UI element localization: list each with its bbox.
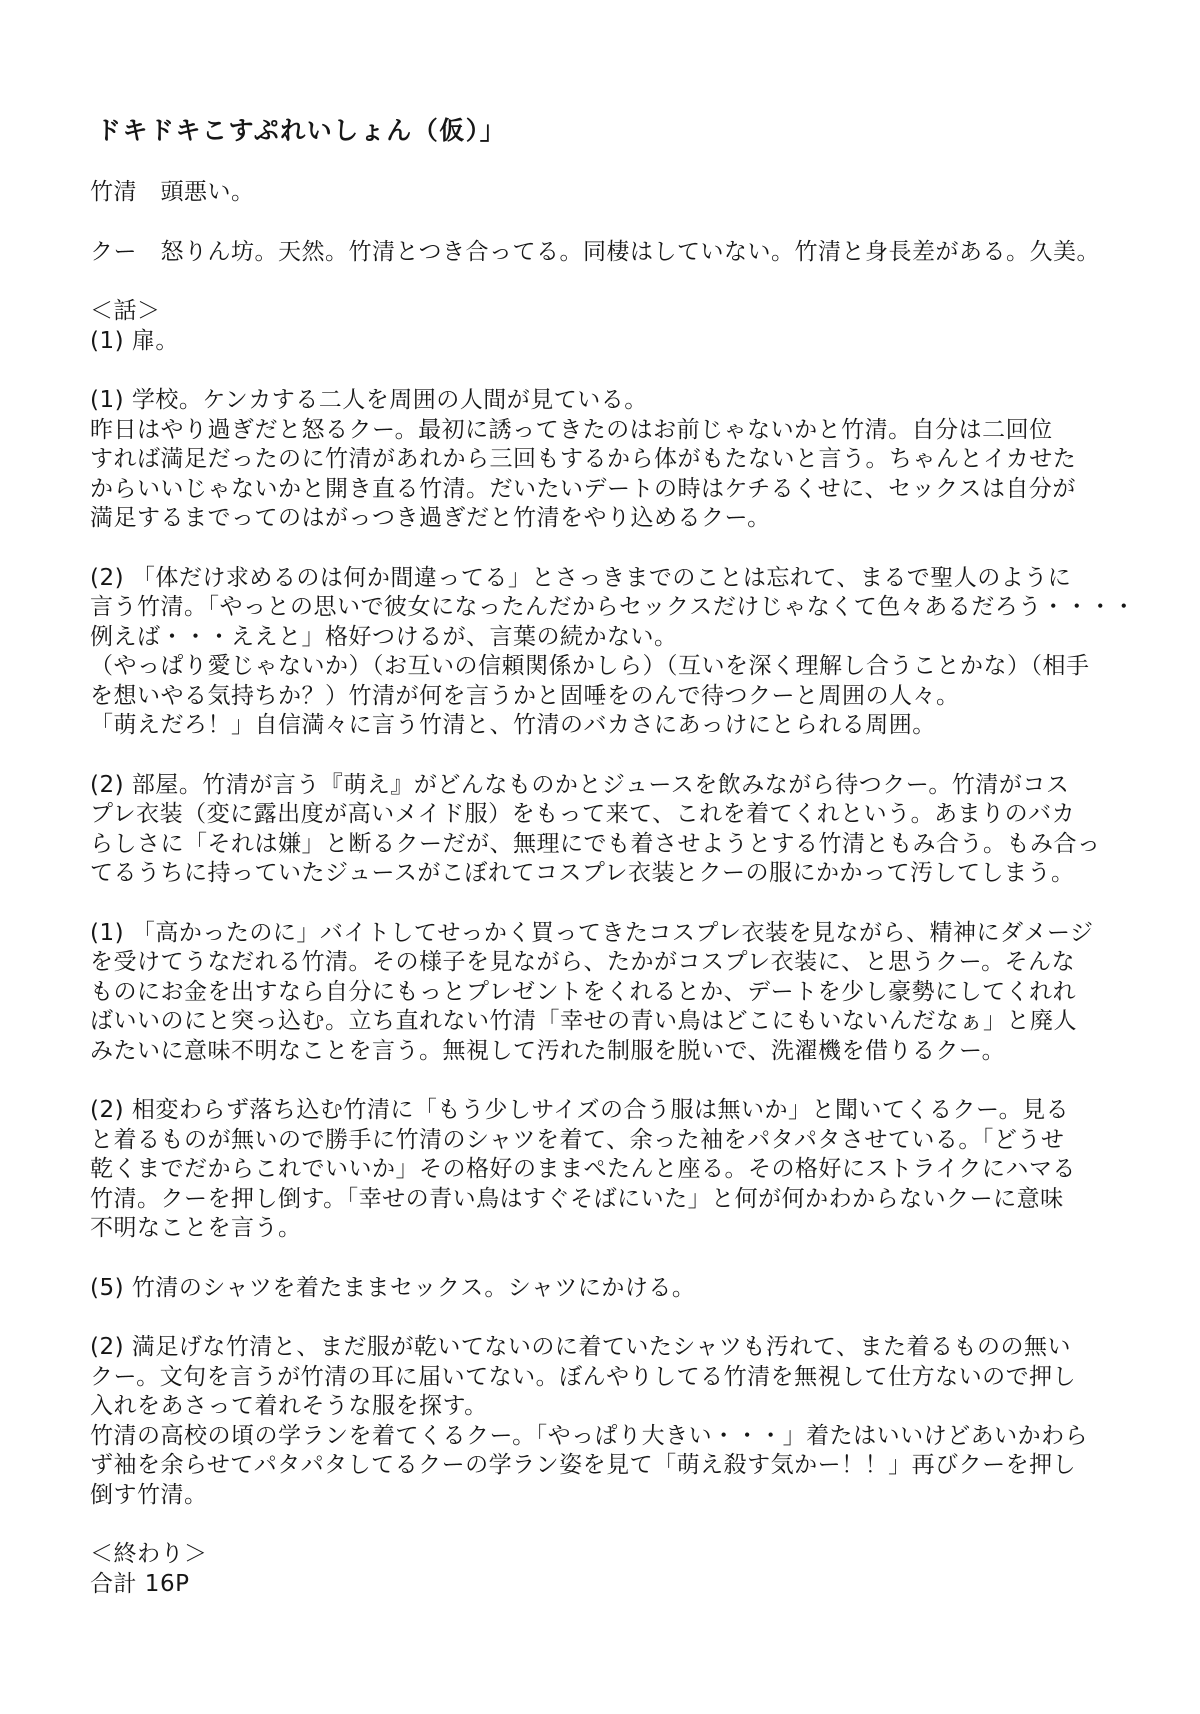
text-line: 乾くまでだからこれでいいか」その格好のままぺたんと座る。その格好にストライクにハマる [90,1156,1076,1182]
page-count-total: 合計 16P [90,1570,190,1597]
ending-block [90,1540,1130,1599]
text-line: 不明なことを言う。 [90,1215,302,1241]
text-line: すれば満足だったのに竹清があれから三回もするから体がもたないと言う。ちゃんとイカせた [90,446,1077,472]
text-line: 竹清 頭悪い。 [90,179,255,205]
text-line: からいいじゃないかと開き直る竹清。だいたいデートの時はケチるくせに、セックスは自分が [90,475,1076,502]
paragraph-scene-damaged-takekiyo [90,919,1130,1067]
text-line: 昨日はやり過ぎだと怒るクー。最初に誘ってきたのはお前じゃないかと竹清。自分は二回位 [90,416,1053,443]
character-entry-takekiyo [90,178,1130,208]
text-line: 「萌えだろ！」自信満々に言う竹清と、竹清のバカさにあっけにとられる周囲。 [90,712,936,738]
text-line: （やっぱり愛じゃないか）（お互いの信頼関係かしら）（互いを深く理解し合うことかな）（相手 [90,653,1090,679]
text-line: と着るものが無いので勝手に竹清のシャツを着て、余った袖をパタパタさせている。「どうせ [90,1126,1065,1153]
paragraph-scene-saint-speech [90,564,1136,741]
section-heading: ＜話＞ [90,298,161,324]
text-line: (2) 相変わらず落ち込む竹清に「もう少しサイズの合う服は無いか」と聞いてくるクー。見る [90,1097,1070,1123]
text-line: 言う竹清。「やっとの思いで彼女になったんだからセックスだけじゃなくて色々あるだろう・・・・ [90,594,1136,620]
page-title: ドキドキこすぷれいしょん（仮）」 [96,116,507,145]
text-line: 例えば・・・ええと」格好つけるが、言葉の続かない。 [90,623,678,650]
paragraph-scene-five [90,1274,1130,1304]
text-line: (2) 「体だけ求めるのは何か間違ってる」とさっきまでのことは忘れて、まるで聖人のように [90,564,1072,591]
ending-heading: ＜終わり＞ [90,1541,208,1567]
text-line: (2) 満足げな竹清と、まだ服が乾いてないのに着ていたシャツも汚れて、また着るものの無い [90,1334,1071,1360]
paragraph-scene-gakuran [90,1333,1130,1510]
paragraph-scene-oversized-shirt [90,1096,1130,1244]
text-line: らしさに「それは嫌」と断るクーだが、無理にでも着させようとする竹清ともみ合う。もみ合っ [90,830,1101,857]
text-line: (5) 竹清のシャツを着たままセックス。シャツにかける。 [90,1274,696,1301]
text-line: (2) 部屋。竹清が言う『萌え』がどんなものかとジュースを飲みながら待つクー。竹清がコス [90,771,1070,798]
text-line: (1) 扉。 [90,327,179,354]
text-line: みたいに意味不明なことを言う。無視して汚れた制服を脱いで、洗濯機を借りるクー。 [90,1037,1006,1064]
text-line: クー 怒りん坊。天然。竹清とつき合ってる。同棲はしていない。竹清と身長差がある。久美。 [90,238,1101,265]
text-line: てるうちに持っていたジュースがこぼれてコスプレ衣装とクーの服にかかって汚してしまう。 [90,860,1075,886]
paragraph-scene-room-cosplay [90,771,1130,889]
text-line: 満足するまでってのはがっつき過ぎだと竹清をやり込めるクー。 [90,505,771,531]
paragraph-scene-school-fight [90,386,1130,534]
text-line: を受けてうなだれる竹清。その様子を見ながら、たかがコスプレ衣装に、と思うクー。そんな [90,949,1076,975]
text-line: ものにお金を出すなら自分にもっとプレゼントをくれるとか、デートを少し豪勢にしてくれれ [90,978,1077,1005]
text-line: 竹清。クーを押し倒す。「幸せの青い鳥はすぐそばにいた」と何が何かわからないクーに意味 [90,1185,1064,1212]
story-heading [90,297,1130,356]
character-entry-ku [90,238,1130,268]
text-line: ず袖を余らせてパタパタしてるクーの学ラン姿を見て「萌え殺す気かー！！」再びクーを押し [90,1452,1077,1478]
text-line: クー。文句を言うが竹清の耳に届いてない。ぼんやりしてる竹清を無視して仕方ないので押し [90,1363,1077,1390]
text-line: 入れをあさって着れそうな服を探す。 [90,1393,488,1419]
text-line: 竹清の高校の頃の学ランを着てくるクー。「やっぱり大きい・・・」着たはいいけどあいかわら [90,1422,1089,1449]
text-line: (1) 「高かったのに」バイトしてせっかく買ってきたコスプレ衣装を見ながら、精神にダメージ [90,919,1094,946]
text-line: (1) 学校。ケンカする二人を周囲の人間が見ている。 [90,387,648,413]
text-line: 倒す竹清。 [90,1481,208,1508]
text-line: ばいいのにと突っ込む。立ち直れない竹清「幸せの青い鳥はどこにもいないんだなぁ」と廃人 [90,1008,1077,1034]
text-line: プレ衣装（変に露出度が高いメイド服）をもって来て、これを着てくれという。あまりのバカ [90,801,1076,827]
text-line: を想いやる気持ちか？）竹清が何を言うかと固唾をのんで待つクーと周囲の人々。 [90,682,960,709]
